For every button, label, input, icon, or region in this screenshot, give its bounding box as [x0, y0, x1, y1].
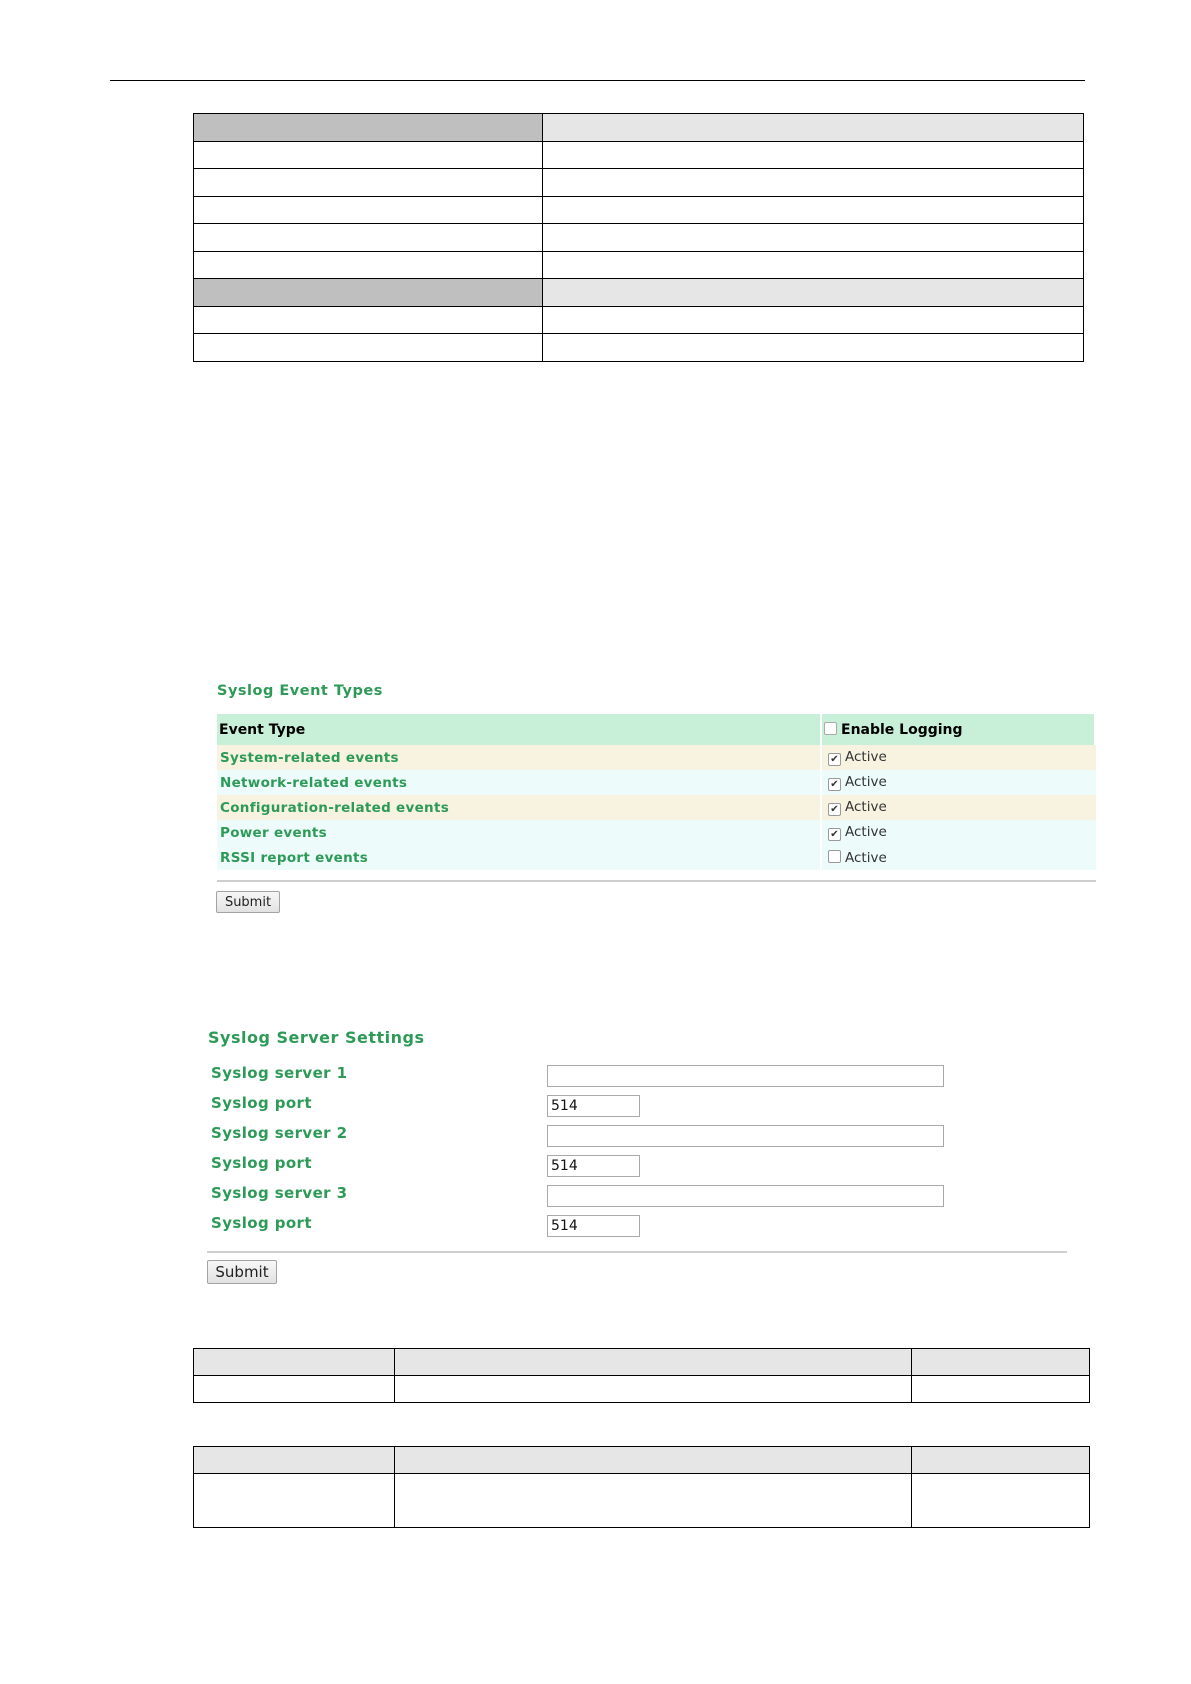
syslog-port-2-input[interactable] [547, 1155, 640, 1177]
document-table-1 [193, 1348, 1090, 1403]
event-row-configuration [217, 795, 1096, 820]
event-types-title: Syslog Event Types [217, 683, 383, 699]
active-label: Active [845, 774, 887, 790]
server-settings-title: Syslog Server Settings [208, 1028, 425, 1047]
table-row [194, 141, 1084, 169]
syslog-server-1-input[interactable] [547, 1065, 944, 1087]
table-header-row [194, 1447, 1090, 1474]
table-row [194, 1474, 1090, 1528]
event-types-submit-button[interactable]: Submit [216, 891, 280, 913]
event-checkbox[interactable]: ✔ [828, 803, 841, 816]
syslog-port-3-input[interactable] [547, 1215, 640, 1237]
event-name: Power events [217, 820, 822, 845]
syslog-server-1-label: Syslog server 1 [211, 1064, 348, 1082]
event-name: Configuration-related events [217, 795, 822, 820]
server-settings-divider [207, 1251, 1067, 1253]
syslog-server-3-input[interactable] [547, 1185, 944, 1207]
table-row [194, 306, 1084, 334]
event-checkbox[interactable] [828, 850, 841, 863]
event-name: Network-related events [217, 770, 822, 795]
page-header-rule [110, 80, 1085, 81]
active-label: Active [845, 749, 887, 765]
event-type-header: Event Type [217, 714, 822, 745]
syslog-port-3-label: Syslog port [211, 1214, 312, 1232]
document-table-2 [193, 1446, 1090, 1528]
enable-logging-label: Enable Logging [841, 721, 963, 738]
table-row [194, 224, 1084, 252]
syslog-server-3-label: Syslog server 3 [211, 1184, 348, 1202]
table-header-row [194, 1349, 1090, 1376]
event-row-rssi [217, 845, 1096, 870]
enable-all-checkbox[interactable] [824, 722, 837, 735]
event-name: System-related events [217, 745, 822, 770]
enable-logging-header [822, 714, 1096, 745]
syslog-server-2-label: Syslog server 2 [211, 1124, 348, 1142]
event-types-header-row [217, 714, 1096, 745]
server-settings-submit-button[interactable]: Submit [207, 1260, 277, 1284]
syslog-port-1-input[interactable] [547, 1095, 640, 1117]
table-row [194, 251, 1084, 279]
active-label: Active [845, 849, 887, 866]
syslog-port-2-label: Syslog port [211, 1154, 312, 1172]
event-row-network [217, 770, 1096, 795]
table-section-row [194, 279, 1084, 307]
event-row-system [217, 745, 1096, 770]
event-checkbox[interactable]: ✔ [828, 778, 841, 791]
document-table-top [193, 113, 1084, 362]
event-name: RSSI report events [217, 845, 822, 870]
event-row-power [217, 820, 1096, 845]
table-row [194, 334, 1084, 362]
syslog-server-2-input[interactable] [547, 1125, 944, 1147]
event-types-table [217, 714, 1096, 870]
event-types-divider [217, 880, 1096, 882]
syslog-port-1-label: Syslog port [211, 1094, 312, 1112]
table-row [194, 1376, 1090, 1403]
table-row [194, 196, 1084, 224]
table-section-row [194, 114, 1084, 142]
active-label: Active [845, 799, 887, 815]
table-row [194, 169, 1084, 197]
active-label: Active [845, 824, 887, 840]
event-checkbox[interactable]: ✔ [828, 828, 841, 841]
event-checkbox[interactable]: ✔ [828, 753, 841, 766]
